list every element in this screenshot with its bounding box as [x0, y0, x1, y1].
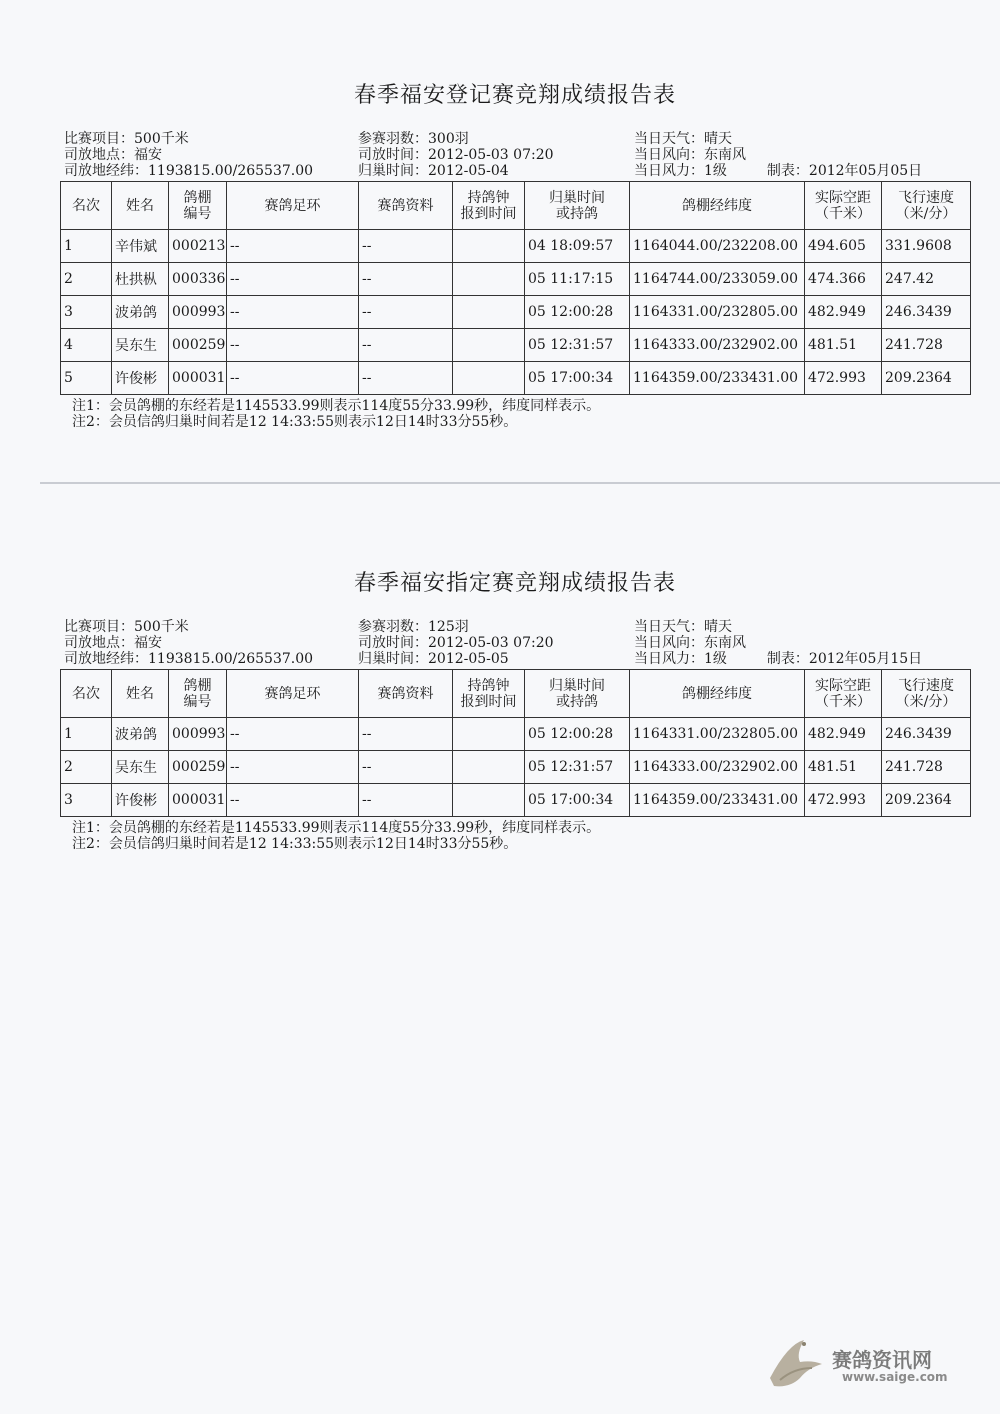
release-time: 司放时间：2012-05-03 07:20: [358, 147, 554, 163]
col-ring: 赛鸽足环: [227, 670, 359, 718]
wind-force: 当日风力：1级: [634, 651, 727, 667]
rank-cell: 2: [61, 263, 112, 296]
col-clock: 持鸽钟 报到时间: [453, 670, 525, 718]
watermark: [760, 1334, 960, 1394]
clock-cell: [453, 784, 525, 817]
table-row: [61, 784, 971, 817]
wind-direction: 当日风向：东南风: [634, 635, 746, 651]
speed-cell: 209.2364: [882, 362, 971, 395]
table-row: [61, 230, 971, 263]
ring-cell: --: [227, 296, 359, 329]
loft-cell: 000993: [169, 296, 227, 329]
report-title: 春季福安登记赛竞翔成绩报告表: [353, 83, 676, 108]
name-cell: 许俊彬: [112, 362, 169, 395]
entries-count: 参赛羽数：125羽: [358, 619, 469, 635]
col-rank: 名次: [61, 182, 112, 230]
wind-direction: 当日风向：东南风: [634, 147, 746, 163]
coords-cell: 1164333.00/232902.00: [630, 751, 805, 784]
rank-cell: 3: [61, 296, 112, 329]
results-table: [60, 669, 971, 817]
info-cell: --: [359, 296, 453, 329]
coords-cell: 1164331.00/232805.00: [630, 296, 805, 329]
coords-cell: 1164359.00/233431.00: [630, 784, 805, 817]
name-cell: 吴东生: [112, 329, 169, 362]
col-speed: 飞行速度 （米/分）: [882, 670, 971, 718]
return-time: 归巢时间：2012-05-05: [358, 651, 509, 667]
table-row: [61, 329, 971, 362]
col-arrival: 归巢时间 或持鸽: [525, 670, 630, 718]
note-2: 注2：会员信鸽归巢时间若是12 14:33:55则表示12日14时33分55秒。: [72, 836, 518, 852]
header-row: [61, 182, 971, 230]
coords-cell: 1164359.00/233431.00: [630, 362, 805, 395]
info-cell: --: [359, 263, 453, 296]
distance-cell: 481.51: [805, 329, 882, 362]
name-cell: 许俊彬: [112, 784, 169, 817]
weather: 当日天气：晴天: [634, 131, 732, 147]
results-table: [60, 181, 971, 395]
col-speed: 飞行速度 （米/分）: [882, 182, 971, 230]
info-cell: --: [359, 784, 453, 817]
info-cell: --: [359, 230, 453, 263]
made-date: 制表：2012年05月05日: [766, 163, 923, 179]
rank-cell: 1: [61, 230, 112, 263]
speed-cell: 241.728: [882, 329, 971, 362]
distance-cell: 482.949: [805, 718, 882, 751]
info-cell: --: [359, 718, 453, 751]
clock-cell: [453, 263, 525, 296]
speed-cell: 209.2364: [882, 784, 971, 817]
notes: [60, 820, 970, 852]
report-1: [60, 78, 970, 430]
note-1: 注1：会员鸽棚的东经若是1145533.99则表示114度55分33.99秒，纬度同样表示。: [72, 820, 601, 836]
report-title: 春季福安指定赛竞翔成绩报告表: [353, 571, 676, 596]
release-time: 司放时间：2012-05-03 07:20: [358, 635, 554, 651]
col-info: 赛鸽资料: [359, 182, 453, 230]
made-date: 制表：2012年05月15日: [766, 651, 923, 667]
col-arrival: 归巢时间 或持鸽: [525, 182, 630, 230]
ring-cell: --: [227, 329, 359, 362]
table-row: [61, 362, 971, 395]
weather: 当日天气：晴天: [634, 619, 732, 635]
loft-cell: 000259: [169, 751, 227, 784]
speed-cell: 241.728: [882, 751, 971, 784]
ring-cell: --: [227, 263, 359, 296]
info-cell: --: [359, 362, 453, 395]
arrival-cell: 05 17:00:34: [525, 784, 630, 817]
distance-cell: 481.51: [805, 751, 882, 784]
notes: [60, 398, 970, 430]
release-coords: 司放地经纬：1193815.00/265537.00: [64, 163, 314, 179]
ring-cell: --: [227, 718, 359, 751]
name-cell: 波弟鸽: [112, 718, 169, 751]
arrival-cell: 05 11:17:15: [525, 263, 630, 296]
rank-cell: 1: [61, 718, 112, 751]
clock-cell: [453, 718, 525, 751]
col-loft-no: 鸽棚 编号: [169, 670, 227, 718]
report-2: [60, 566, 970, 852]
loft-cell: 000031: [169, 784, 227, 817]
clock-cell: [453, 230, 525, 263]
table-row: [61, 718, 971, 751]
note-2: 注2：会员信鸽归巢时间若是12 14:33:55则表示12日14时33分55秒。: [72, 414, 518, 430]
coords-cell: 1164044.00/232208.00: [630, 230, 805, 263]
rank-cell: 2: [61, 751, 112, 784]
loft-cell: 000031: [169, 362, 227, 395]
report-meta: [60, 619, 970, 667]
event-info: 比赛项目：500千米: [64, 619, 189, 635]
col-ring: 赛鸽足环: [227, 182, 359, 230]
distance-cell: 472.993: [805, 362, 882, 395]
name-cell: 波弟鸽: [112, 296, 169, 329]
col-name: 姓名: [112, 670, 169, 718]
arrival-cell: 05 12:00:28: [525, 718, 630, 751]
wind-force: 当日风力：1级: [634, 163, 727, 179]
coords-cell: 1164744.00/233059.00: [630, 263, 805, 296]
page-divider: [40, 482, 1000, 484]
header-row: [61, 670, 971, 718]
entries-count: 参赛羽数：300羽: [358, 131, 469, 147]
speed-cell: 331.9608: [882, 230, 971, 263]
table-row: [61, 751, 971, 784]
ring-cell: --: [227, 362, 359, 395]
table-row: [61, 296, 971, 329]
name-cell: 杜拱枞: [112, 263, 169, 296]
clock-cell: [453, 296, 525, 329]
return-time: 归巢时间：2012-05-04: [358, 163, 509, 179]
results-body: [61, 230, 971, 395]
name-cell: 吴东生: [112, 751, 169, 784]
loft-cell: 000259: [169, 329, 227, 362]
release-place: 司放地点：福安: [64, 635, 162, 651]
watermark-url: www.saige.com: [842, 1370, 948, 1384]
clock-cell: [453, 751, 525, 784]
loft-cell: 000993: [169, 718, 227, 751]
clock-cell: [453, 362, 525, 395]
event-info: 比赛项目：500千米: [64, 131, 189, 147]
col-loft-no: 鸽棚 编号: [169, 182, 227, 230]
distance-cell: 474.366: [805, 263, 882, 296]
arrival-cell: 05 12:31:57: [525, 751, 630, 784]
col-distance: 实际空距 （千米）: [805, 182, 882, 230]
name-cell: 辛伟斌: [112, 230, 169, 263]
arrival-cell: 05 12:31:57: [525, 329, 630, 362]
coords-cell: 1164331.00/232805.00: [630, 718, 805, 751]
info-cell: --: [359, 329, 453, 362]
col-rank: 名次: [61, 670, 112, 718]
table-row: [61, 263, 971, 296]
col-info: 赛鸽资料: [359, 670, 453, 718]
watermark-text: 赛鸽资讯网: [832, 1348, 932, 1372]
rank-cell: 3: [61, 784, 112, 817]
col-coords: 鸽棚经纬度: [630, 182, 805, 230]
col-name: 姓名: [112, 182, 169, 230]
arrival-cell: 05 17:00:34: [525, 362, 630, 395]
loft-cell: 000213: [169, 230, 227, 263]
distance-cell: 472.993: [805, 784, 882, 817]
distance-cell: 482.949: [805, 296, 882, 329]
ring-cell: --: [227, 751, 359, 784]
ring-cell: --: [227, 230, 359, 263]
speed-cell: 246.3439: [882, 296, 971, 329]
col-distance: 实际空距 （千米）: [805, 670, 882, 718]
pigeon-logo-icon: [760, 1334, 830, 1394]
col-clock: 持鸽钟 报到时间: [453, 182, 525, 230]
clock-cell: [453, 329, 525, 362]
distance-cell: 494.605: [805, 230, 882, 263]
loft-cell: 000336: [169, 263, 227, 296]
report-meta: [60, 131, 970, 179]
note-1: 注1：会员鸽棚的东经若是1145533.99则表示114度55分33.99秒，纬度同样表示。: [72, 398, 601, 414]
rank-cell: 4: [61, 329, 112, 362]
rank-cell: 5: [61, 362, 112, 395]
col-coords: 鸽棚经纬度: [630, 670, 805, 718]
ring-cell: --: [227, 784, 359, 817]
arrival-cell: 05 12:00:28: [525, 296, 630, 329]
info-cell: --: [359, 751, 453, 784]
coords-cell: 1164333.00/232902.00: [630, 329, 805, 362]
release-coords: 司放地经纬：1193815.00/265537.00: [64, 651, 314, 667]
speed-cell: 246.3439: [882, 718, 971, 751]
arrival-cell: 04 18:09:57: [525, 230, 630, 263]
speed-cell: 247.42: [882, 263, 971, 296]
release-place: 司放地点：福安: [64, 147, 162, 163]
results-body: [61, 718, 971, 817]
